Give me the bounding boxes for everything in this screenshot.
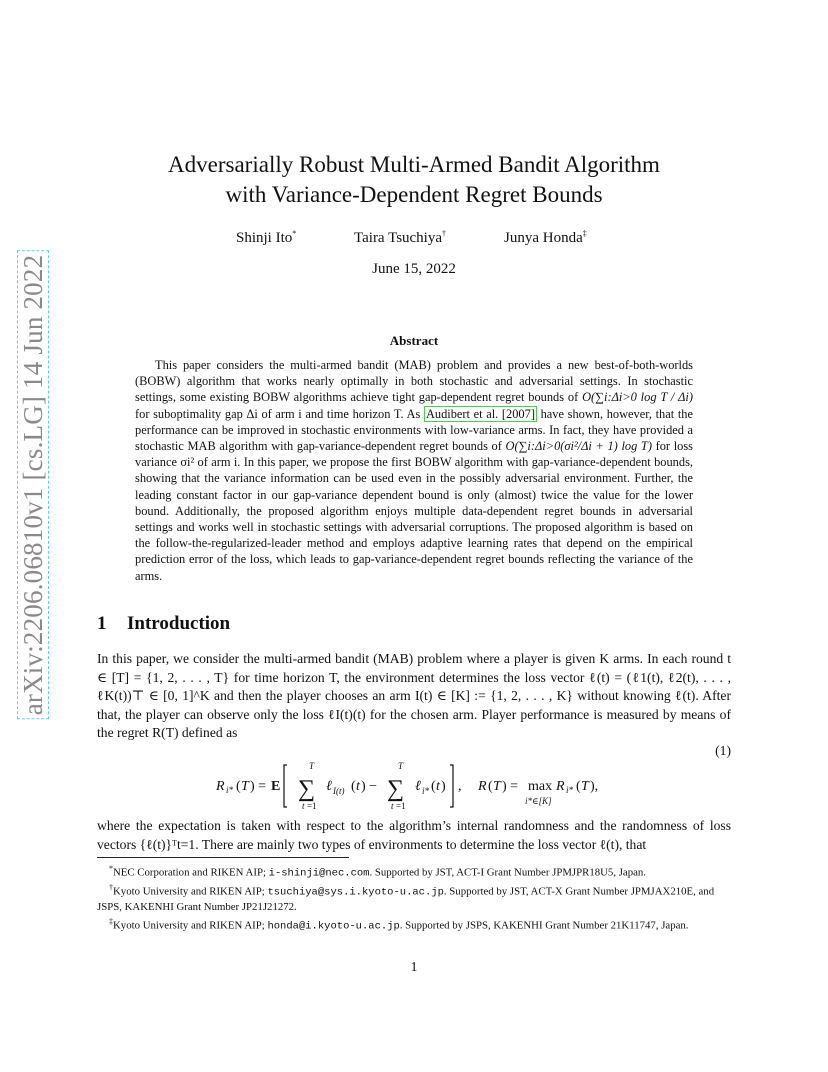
svg-text:(: ( [431,779,436,794]
svg-text:T: T [493,779,501,794]
svg-text:I(t): I(t) [333,786,345,796]
svg-text:∑: ∑ [298,776,316,802]
author-3: Junya Honda‡ [504,229,587,246]
svg-text:): ) [441,779,446,794]
svg-text:i*∈[K]: i*∈[K] [525,796,552,806]
svg-text:T: T [241,779,249,794]
svg-text:) =: ) = [250,779,267,794]
svg-text:(: ( [236,779,241,794]
email-link[interactable]: honda@i.kyoto-u.ac.jp [267,920,400,933]
abstract-body [135,357,693,584]
section-heading [97,613,230,635]
svg-text:R: R [556,779,565,794]
svg-text:ℓ: ℓ [415,779,421,794]
svg-text:t: t [436,779,440,794]
intro-paragraph-1: In this paper, we consider the multi-armed bandit (MAB) problem where a player is given K arms. In each round t ∈ [T] = {1, 2, . . . , T} for time horizon T, the environment determines the loss vector ℓ(t) = (ℓ1(t), ℓ2(t), . . . , ℓK(t))⊤ ∈ [0, 1]^K and then the player chooses an arm I(t) ∈ [K] := {1, 2, . . . , K} without knowing ℓ(t). After that, the player can observe only the loss ℓI(t)(t) for the chosen arm. Player performance is measured by means of the regret R(T) defined as [97,651,731,741]
svg-text:=1: =1 [396,801,406,811]
author-2: Taira Tsuchiya† [354,229,447,246]
footnote-2: †Kyoto University and RIKEN AIP; tsuchiya@sys.i.kyoto-u.ac.jp. Supported by JST, ACT-X Grant Number JPMJAX210E, and JSPS, KAKENHI Grant Number JP21J21272. [97,883,715,914]
svg-text:∑: ∑ [387,776,405,802]
abstract-math-1: O(∑i:Δi>0 log T / Δi) [582,390,694,405]
svg-text:=1: =1 [307,801,317,811]
abstract-text-3: have shown, however, that the performance can be improved in stochastic environments with low-variance arms. In fact, they have provided a stochastic MAB algorithm with gap-variance-dependent regret bounds of [135,406,693,454]
abstract-text-2: for suboptimality gap Δi of arm i and time horizon T. As [135,406,421,421]
svg-text:ℓ: ℓ [326,779,332,794]
footnotes [97,862,731,934]
svg-text:E: E [271,779,281,794]
svg-text:T: T [398,761,404,771]
svg-text:) −: ) − [361,779,378,794]
svg-text:),: ), [590,779,599,794]
intro-paragraph-2: where the expectation is taken with respect to the algorithm’s internal randomness and the randomness of loss vectors {ℓ(t)}ᵀt=1. There are mainly two types of environments to determine the loss vector ℓ(t), that [97,818,731,852]
equation-number: (1) [715,743,731,758]
svg-text:t: t [391,801,394,811]
paper-date: June 15, 2022 [372,261,456,277]
arxiv-stamp-text: arXiv:2206.06810v1 [cs.LG] 14 Jun 2022 [17,251,49,720]
title-line-1: Adversarially Robust Multi-Armed Bandit Algorithm [168,152,660,177]
citation-link[interactable]: Audibert et al. [2007] [425,406,535,421]
svg-text:(: ( [351,779,356,794]
author-1: Shinji Ito* [236,229,297,246]
svg-text:(: ( [576,779,581,794]
page-number: 1 [410,960,418,975]
footnote-1: *NEC Corporation and RIKEN AIP; i-shinji@nec.com. Supported by JST, ACT-I Grant Number JPMJPR18U5, Japan. [109,864,647,880]
arxiv-stamp [18,254,48,716]
svg-text:T: T [581,779,589,794]
footnote-3: ‡Kyoto University and RIKEN AIP; honda@i.kyoto-u.ac.jp. Supported by JSPS, KAKENHI Grant Number 21K11747, Japan. [109,916,689,933]
svg-text:,: , [458,779,462,794]
svg-text:) =: ) = [502,779,519,794]
svg-text:(: ( [488,779,493,794]
abstract-heading: Abstract [389,333,439,348]
regret-equation [0,757,828,813]
svg-text:R: R [216,779,225,794]
section-number: 1 [97,613,107,634]
svg-text:R: R [478,779,487,794]
svg-text:t: t [302,801,305,811]
abstract-text-4: for loss variance σi² of arm i. In this paper, we propose the first BOBW algorithm with gap-variance-dependent bounds, showing that the variance information can be used even in the possibly adversarial environment. Further, the leading constant factor in our gap-variance dependent bound is only (almost) twice the value for the lower bound. Additionally, the proposed algorithm enjoys multiple data-dependent regret bounds in adversarial settings and works well in stochastic settings with adversarial corruptions. The proposed algorithm is based on the follow-the-regularized-leader method and employs adaptive learning rates that depend on the empirical prediction error of the loss, which leads to gap-variance-dependent regret bounds reflecting the variance of the arms. [135,439,693,583]
footnote-divider [97,857,349,858]
svg-text:max: max [528,779,553,794]
paper-title [0,150,828,210]
svg-text:i*: i* [422,786,430,796]
svg-text:i*: i* [226,785,234,795]
abstract-text-1: This paper considers the multi-armed bandit (MAB) problem and provides a new best-of-both-worlds (BOBW) algorithm that works nearly optimally in both stochastic and adversarial settings. In stochastic settings, some existing BOBW algorithms achieve tight gap-dependent regret bounds of [135,358,693,405]
title-line-2: with Variance-Dependent Regret Bounds [225,182,603,207]
svg-text:i*: i* [566,785,574,795]
section-title: Introduction [127,613,231,634]
svg-text:T: T [309,761,315,771]
email-link[interactable]: i-shinji@nec.com [268,867,370,880]
abstract-math-2: O(∑i:Δi>0(σi²/Δi + 1) log T) [505,439,652,454]
email-link[interactable]: tsuchiya@sys.i.kyoto-u.ac.jp [267,886,444,899]
svg-text:t: t [356,779,360,794]
